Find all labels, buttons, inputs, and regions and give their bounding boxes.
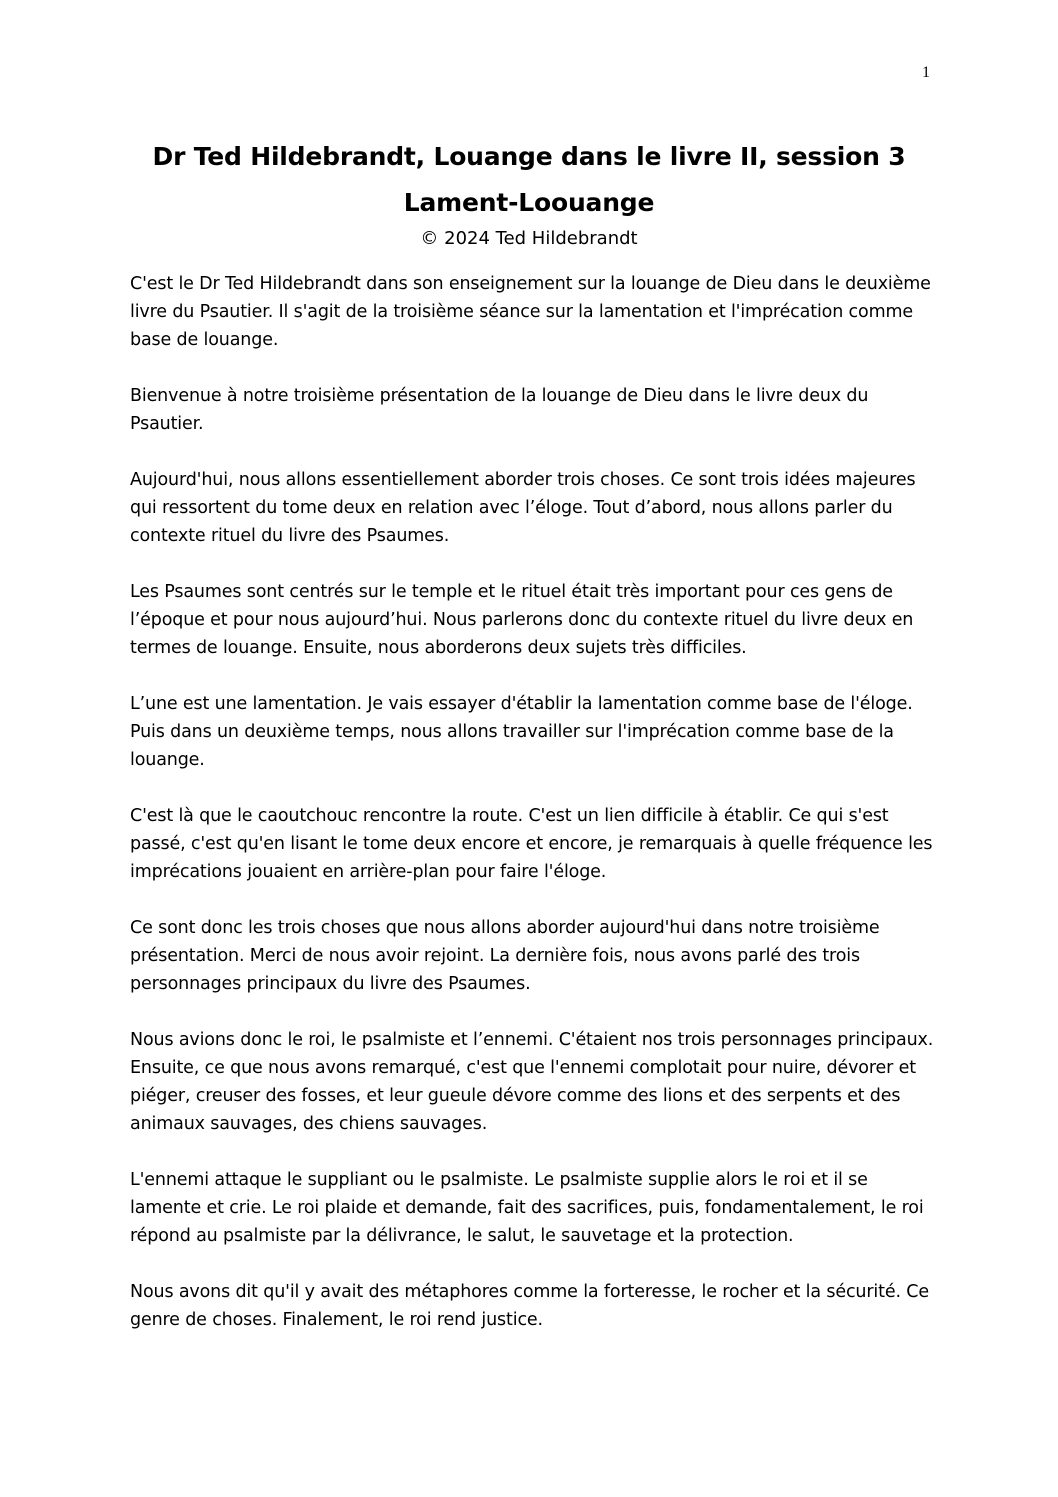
paragraph: Les Psaumes sont centrés sur le temple et le rituel était très important pour ces gens de l’époque et pour nous aujourd’hui. Nous parlerons donc du contexte rituel du livre deux en termes de louange. Ensuite, nous aborderons deux sujets très difficiles. [130, 582, 914, 658]
paragraph: L’une est une lamentation. Je vais essayer d'établir la lamentation comme base de l'éloge. Puis dans un deuxième temps, nous allons travailler sur l'imprécation comme base de la louange. [130, 694, 913, 770]
paragraph: Nous avons dit qu'il y avait des métaphores comme la forteresse, le rocher et la sécurité. Ce genre de choses. Finalement, le roi rend justice. [130, 1282, 929, 1330]
copyright-notice: © 2024 Ted Hildebrandt [420, 228, 638, 249]
paragraph: C'est le Dr Ted Hildebrandt dans son enseignement sur la louange de Dieu dans le deuxième livre du Psautier. Il s'agit de la troisième séance sur la lamentation et l'imprécation comme base de louange. [130, 274, 931, 350]
title-line-1: Dr Ted Hildebrandt, Louange dans le livre II, session 3 [152, 142, 906, 171]
paragraph: C'est là que le caoutchouc rencontre la route. C'est un lien difficile à établir. Ce qui s'est passé, c'est qu'en lisant le tome deux encore et encore, je remarquais à quelle fréquence les imprécations jouaient en arrière-plan pour faire l'éloge. [130, 806, 933, 882]
document-header [80, 134, 978, 252]
paragraph: Nous avions donc le roi, le psalmiste et l’ennemi. C'étaient nos trois personnages principaux. Ensuite, ce que nous avons remarqué, c'est que l'ennemi complotait pour nuire, dévorer et piéger, creuser des fosses, et leur gueule dévore comme des lions et des serpents et des animaux sauvages, des chiens sauvages. [130, 1030, 934, 1134]
document-title [80, 134, 978, 226]
paragraph: Bienvenue à notre troisième présentation de la louange de Dieu dans le livre deux du Psautier. [130, 386, 869, 434]
document-body [130, 270, 934, 1362]
paragraph: Ce sont donc les trois choses que nous allons aborder aujourd'hui dans notre troisième présentation. Merci de nous avoir rejoint. La dernière fois, nous avons parlé des trois personnages principaux du livre des Psaumes. [130, 918, 880, 994]
paragraph: L'ennemi attaque le suppliant ou le psalmiste. Le psalmiste supplie alors le roi et il se lamente et crie. Le roi plaide et demande, fait des sacrifices, puis, fondamentalement, le roi répond au psalmiste par la délivrance, le salut, le sauvetage et la protection. [130, 1170, 924, 1246]
title-line-2: Lament-Loouange [403, 188, 655, 217]
page-number: 1 [922, 64, 930, 81]
paragraph: Aujourd'hui, nous allons essentiellement aborder trois choses. Ce sont trois idées majeures qui ressortent du tome deux en relation avec l’éloge. Tout d’abord, nous allons parler du contexte rituel du livre des Psaumes. [130, 470, 916, 546]
